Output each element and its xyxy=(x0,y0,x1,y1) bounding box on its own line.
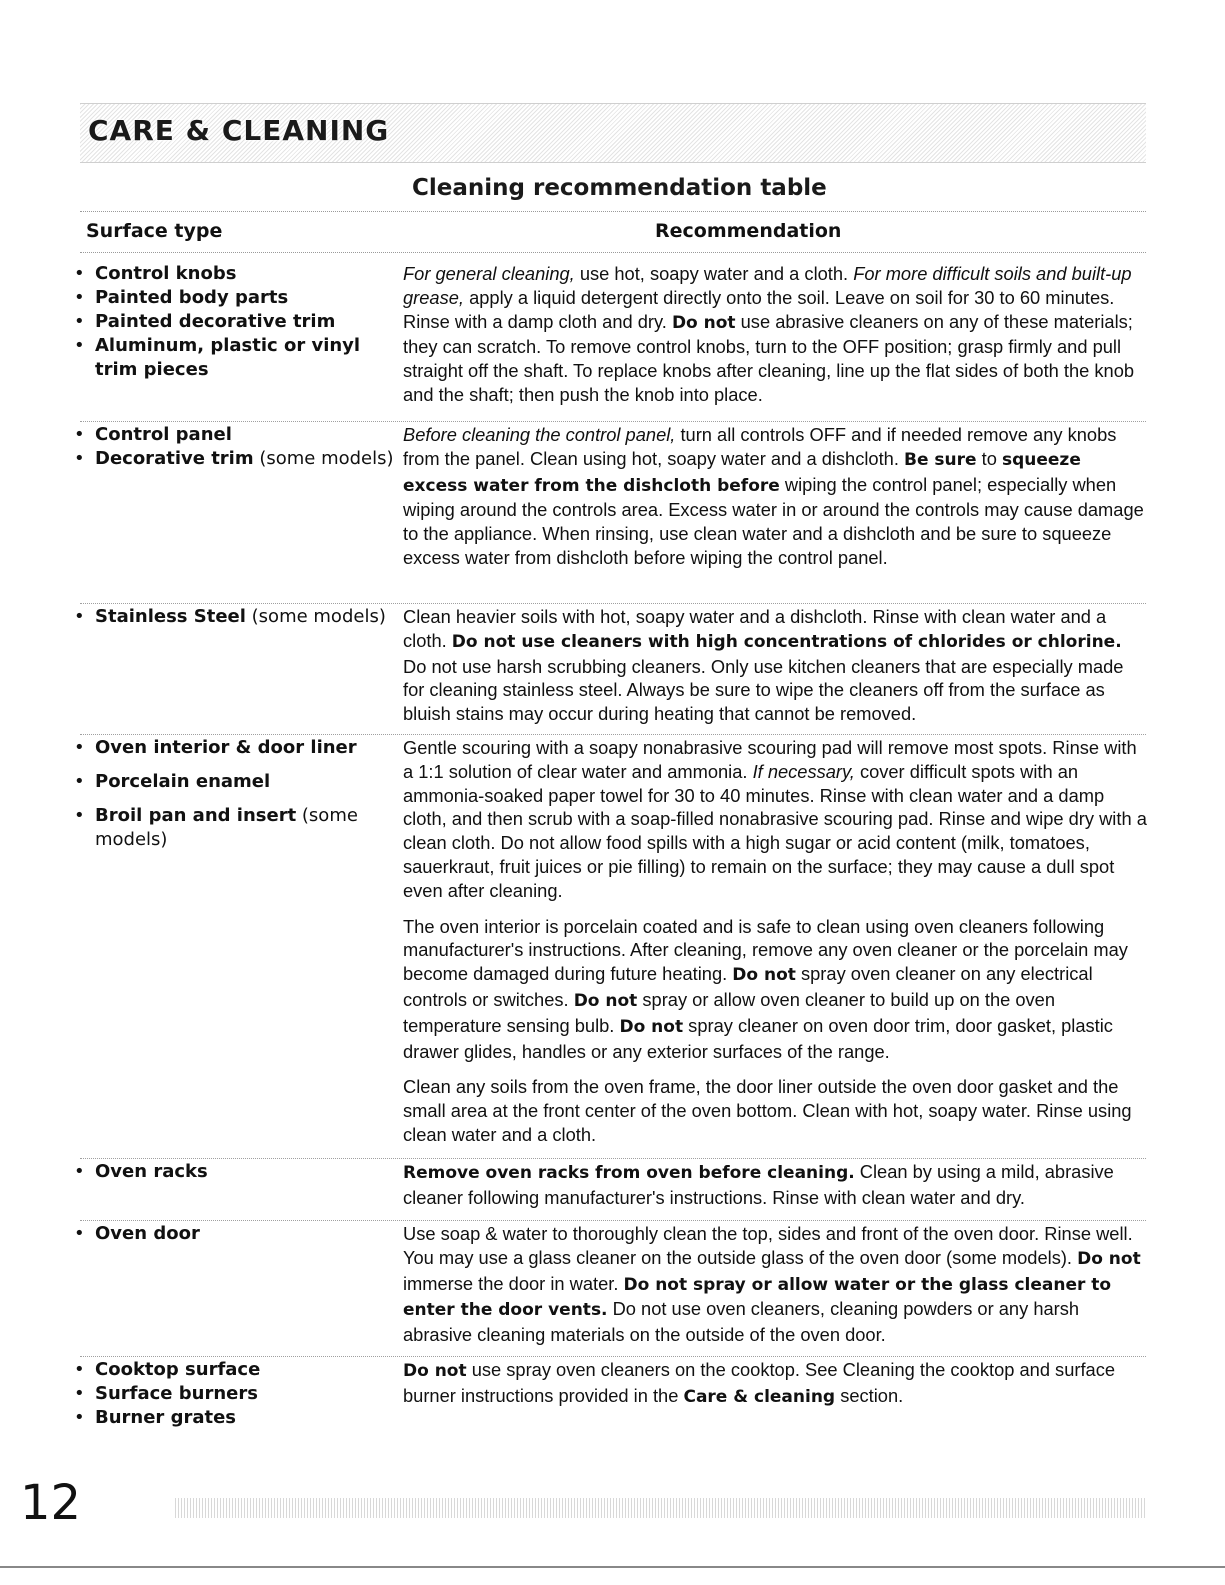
body-text: spray or allow oven cleaner to build up on the oven temperature sensing bulb. xyxy=(403,988,1055,1036)
emphasis-text: Do not xyxy=(403,1361,467,1381)
recommendation-cell xyxy=(403,736,1148,1159)
recommendation-cell xyxy=(403,262,1148,419)
surface-name: Broil pan and insert xyxy=(95,805,297,826)
recommendation-cell xyxy=(403,1222,1148,1359)
body-text: spray oven cleaner on any electrical controls or switches. xyxy=(403,963,1093,1010)
surface-item xyxy=(80,1382,398,1406)
surface-name: Aluminum, plastic or vinyl trim pieces xyxy=(95,335,361,380)
row-separator xyxy=(80,421,1146,422)
recommendation-paragraph xyxy=(403,1075,1148,1146)
surface-item xyxy=(80,262,398,286)
surface-item xyxy=(80,286,398,310)
body-text: Clean by using a mild, abrasive cleaner following manufacturer's instructions. Rinse with clean water and dry. xyxy=(403,1161,1114,1208)
header-bottom-rule xyxy=(80,252,1146,253)
surface-type-cell xyxy=(80,1160,398,1184)
emphasis-text: Do not xyxy=(1077,1248,1141,1269)
body-text: use abrasive cleaners on any of these materials; they can scratch. To remove control knobs, turn to the OFF position; grasp firmly and pull straight off the shaft. To replace knobs after cleaning, line up the flat sides of both the knob and the shaft; then push the knob into place. xyxy=(403,310,1135,405)
recommendation-cell xyxy=(403,1160,1148,1222)
surface-name: Decorative trim xyxy=(95,448,254,469)
body-text: apply a liquid detergent directly onto the soil. Leave on soil for 30 to 60 minutes. Rinse with a damp cloth and dry. xyxy=(403,286,1115,332)
page-number: 12 xyxy=(20,1475,82,1531)
surface-note: (some models) xyxy=(253,448,394,469)
emphasis-text: Do not spray or allow water or the glass cleaner to enter the door vents. xyxy=(403,1274,1112,1321)
body-text: Use soap & water to thoroughly clean the top, sides and front of the oven door. Rinse well. You may use a glass cleaner on the outside glass of the oven door (some models). xyxy=(403,1223,1133,1268)
emphasis-text: Care & cleaning xyxy=(683,1386,836,1407)
surface-name: Burner grates xyxy=(95,1407,237,1428)
emphasis-text: Do not xyxy=(573,990,638,1011)
section-title: CARE & CLEANING xyxy=(88,114,390,147)
header-top-rule xyxy=(80,211,1146,212)
row-separator xyxy=(80,734,1146,735)
page-bottom-rule xyxy=(0,1566,1225,1568)
recommendation-cell xyxy=(403,605,1148,738)
row-separator xyxy=(80,1220,1146,1221)
italic-text: For more difficult soils and built-up grease, xyxy=(403,263,1132,308)
recommendation-paragraph xyxy=(403,262,1148,407)
surface-item xyxy=(80,804,398,852)
body-text: The oven interior is porcelain coated and is safe to clean using oven cleaners following manufacturer's instructions. After cleaning, remove any oven cleaner or the porcelain may become damaged during future heating. xyxy=(403,915,1128,985)
recommendation-paragraph xyxy=(403,605,1148,726)
surface-item xyxy=(80,334,398,382)
surface-item xyxy=(80,1406,398,1430)
surface-item xyxy=(80,447,398,471)
emphasis-text: Do not xyxy=(671,312,736,333)
body-text: use spray oven cleaners on the cooktop. See Cleaning the cooktop and surface burner instructions provided in the xyxy=(403,1359,1116,1406)
recommendation-paragraph xyxy=(403,1222,1148,1347)
surface-item xyxy=(80,770,398,794)
surface-name: Oven racks xyxy=(95,1161,208,1182)
body-text: Do not use harsh scrubbing cleaners. Only use kitchen cleaners that are especially made for cleaning stainless steel. Always be sure to wipe the cleaners off from the surface as bluish stains may occur during heating that cannot be removed. xyxy=(403,655,1124,725)
table-title: Cleaning recommendation table xyxy=(412,175,827,201)
surface-note: (some models) xyxy=(95,805,358,850)
emphasis-text: Do not use cleaners with high concentrations of chlorides or chlorine. xyxy=(451,631,1122,652)
surface-item xyxy=(80,310,398,334)
surface-item xyxy=(80,1160,398,1184)
row-separator xyxy=(80,1158,1146,1159)
recommendation-paragraph xyxy=(403,1160,1148,1210)
body-text: Clean heavier soils with hot, soapy water and a dishcloth. Rinse with clean water and a cloth. xyxy=(403,606,1107,651)
recommendation-paragraph xyxy=(403,1358,1148,1410)
emphasis-text: Do not xyxy=(619,1016,684,1037)
surface-item xyxy=(80,1358,398,1382)
surface-name: Painted body parts xyxy=(95,287,289,308)
body-text: Do not use oven cleaners, cleaning powders or any harsh abrasive cleaning materials on the outside of the oven door. xyxy=(403,1298,1080,1346)
surface-note: (some models) xyxy=(245,606,386,627)
surface-type-cell xyxy=(80,262,398,382)
recommendation-paragraph xyxy=(403,736,1148,903)
body-text: Gentle scouring with a soapy nonabrasive scouring pad will remove most spots. Rinse with a 1:1 solution of clear water and ammonia. xyxy=(403,737,1137,782)
surface-name: Surface burners xyxy=(95,1383,258,1404)
emphasis-text: Remove oven racks from oven before cleaning. xyxy=(403,1163,855,1183)
surface-name: Oven interior & door liner xyxy=(95,737,357,758)
recommendation-paragraph xyxy=(403,423,1148,570)
body-text: section. xyxy=(835,1384,904,1406)
section-banner xyxy=(80,103,1146,163)
column-header-surface: Surface type xyxy=(86,220,223,242)
emphasis-text: Do not xyxy=(732,965,796,986)
row-separator xyxy=(80,603,1146,604)
surface-name: Cooktop surface xyxy=(95,1359,261,1380)
italic-text: For general cleaning, xyxy=(403,263,575,284)
body-text: use hot, soapy water and a cloth. xyxy=(574,263,854,284)
italic-text: If necessary, xyxy=(752,760,855,782)
body-text: spray cleaner on oven door trim, door gasket, plastic drawer glides, handles or any exterior surfaces of the range. xyxy=(403,1014,1113,1062)
surface-type-cell xyxy=(80,1222,398,1246)
recommendation-cell xyxy=(403,423,1148,582)
surface-name: Control knobs xyxy=(95,263,237,284)
column-header-recommendation: Recommendation xyxy=(655,220,842,242)
recommendation-paragraph xyxy=(403,915,1148,1064)
surface-type-cell xyxy=(80,605,398,629)
surface-name: Porcelain enamel xyxy=(95,771,271,792)
body-text: wiping the control panel; especially when wiping around the controls area. Excess water in or around the controls may cause damage to the appliance. When rinsing, use clean water and a dishcloth and be sure to squeeze excess water from dishcloth before wiping the control panel. xyxy=(403,473,1144,568)
row-separator xyxy=(80,1356,1146,1357)
italic-text: Before cleaning the control panel, xyxy=(403,424,676,445)
emphasis-text: squeeze excess water from the dishcloth before xyxy=(403,449,1081,496)
body-text: Clean any soils from the oven frame, the door liner outside the oven door gasket and the small area at the front center of the oven bottom. Clean with hot, soapy water. Rinse using clean water and a cloth. xyxy=(403,1076,1132,1145)
surface-type-cell xyxy=(80,736,398,862)
body-text: immerse the door in water. xyxy=(403,1272,624,1294)
body-text: cover difficult spots with an ammonia-soaked paper towel for 30 to 40 minutes. Rinse with clean water and a damp cloth, and then scrub with a soap-filled nonabrasive scouring pad. Rinse and wipe dry with a clean cloth. Do not allow food spills with a high sugar or acid content (milk, tomatoes, sauerkraut, fruit juices or pie filling) to remain on the surface; they may cause a dull spot even after cleaning. xyxy=(403,760,1147,901)
surface-item xyxy=(80,1222,398,1246)
surface-name: Control panel xyxy=(95,424,232,445)
surface-name: Painted decorative trim xyxy=(95,311,336,332)
footer-bar xyxy=(175,1498,1145,1518)
emphasis-text: Be sure xyxy=(904,449,977,470)
body-text: to xyxy=(976,447,1002,469)
body-text: turn all controls OFF and if needed remove any knobs from the panel. Clean using hot, soapy water and a dishcloth. xyxy=(403,424,1117,469)
surface-item xyxy=(80,423,398,447)
surface-name: Oven door xyxy=(95,1223,200,1244)
surface-name: Stainless Steel xyxy=(95,606,246,627)
surface-type-cell xyxy=(80,423,398,471)
surface-type-cell xyxy=(80,1358,398,1430)
recommendation-cell xyxy=(403,1358,1148,1422)
surface-item xyxy=(80,605,398,629)
surface-item xyxy=(80,736,398,760)
